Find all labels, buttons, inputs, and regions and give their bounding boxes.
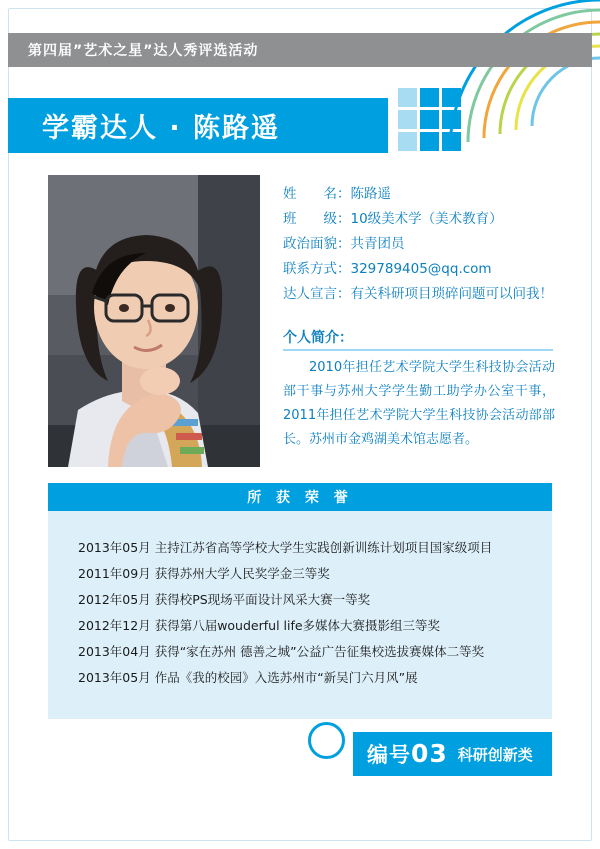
info-row-class xyxy=(283,207,563,232)
honors-heading: 所 获 荣 誉 xyxy=(48,483,552,511)
number-badge xyxy=(353,732,552,776)
honor-item: 2013年05月 主持江苏省高等学校大学生实践创新训练计划项目国家级项目 xyxy=(78,540,493,555)
info-row-motto xyxy=(283,282,563,307)
event-banner-text: 第四届”艺术之星”达人秀评选活动 xyxy=(28,43,259,59)
profile-heading: 个人简介： xyxy=(283,330,353,346)
portrait-illustration xyxy=(48,175,260,467)
badge-number-prefix: 编号 xyxy=(367,743,411,767)
info-value: 有关科研项目琐碎问题可以问我！ xyxy=(350,286,553,302)
honor-item: 2012年12月 获得第八届wouderful life多媒体大赛摄影组三等奖 xyxy=(78,618,441,633)
portrait-photo xyxy=(48,175,260,467)
badge-category: 科研创新类 xyxy=(457,745,533,764)
info-row-name xyxy=(283,182,563,207)
honor-item: 2013年04月 获得“家在苏州 德善之城”公益广告征集校选拔赛媒体二等奖 xyxy=(78,644,485,659)
page-title: 学霸达人 · 陈路遥 xyxy=(42,113,281,144)
info-key: 班 级： xyxy=(283,211,351,227)
title-banner xyxy=(8,98,388,153)
honors-panel xyxy=(48,511,552,719)
info-list xyxy=(283,182,563,307)
event-banner xyxy=(8,33,592,67)
profile-divider xyxy=(283,349,553,351)
info-row-political xyxy=(283,232,563,257)
profile-body: 2010年担任艺术学院大学生科技协会活动部干事与苏州大学学生勤工助学办公室干事，2011年担任艺术学院大学生科技协会活动部部长。苏州市金鸡湖美术馆志愿者。 xyxy=(283,360,555,447)
info-key: 联系方式： xyxy=(283,261,351,277)
info-value: 陈路遥 xyxy=(350,186,391,202)
badge-number xyxy=(367,739,448,769)
info-key: 姓 名： xyxy=(283,186,351,202)
decorative-circle xyxy=(308,722,345,759)
honor-item: 2013年05月 作品《我的校园》入选苏州市“新吴门六月风”展 xyxy=(78,670,418,685)
decorative-squares xyxy=(398,88,464,154)
info-value: 10级美术学（美术教育） xyxy=(350,211,503,227)
info-key: 政治面貌： xyxy=(283,236,351,252)
info-value: 共青团员 xyxy=(350,236,405,252)
info-value: 329789405@qq.com xyxy=(350,261,492,277)
info-key: 达人宣言： xyxy=(283,286,351,302)
honor-item: 2011年09月 获得苏州大学人民奖学金三等奖 xyxy=(78,566,330,581)
info-row-contact xyxy=(283,257,563,282)
badge-number-value: 03 xyxy=(411,739,448,768)
honor-item: 2012年05月 获得校PS现场平面设计风采大赛一等奖 xyxy=(78,592,371,607)
